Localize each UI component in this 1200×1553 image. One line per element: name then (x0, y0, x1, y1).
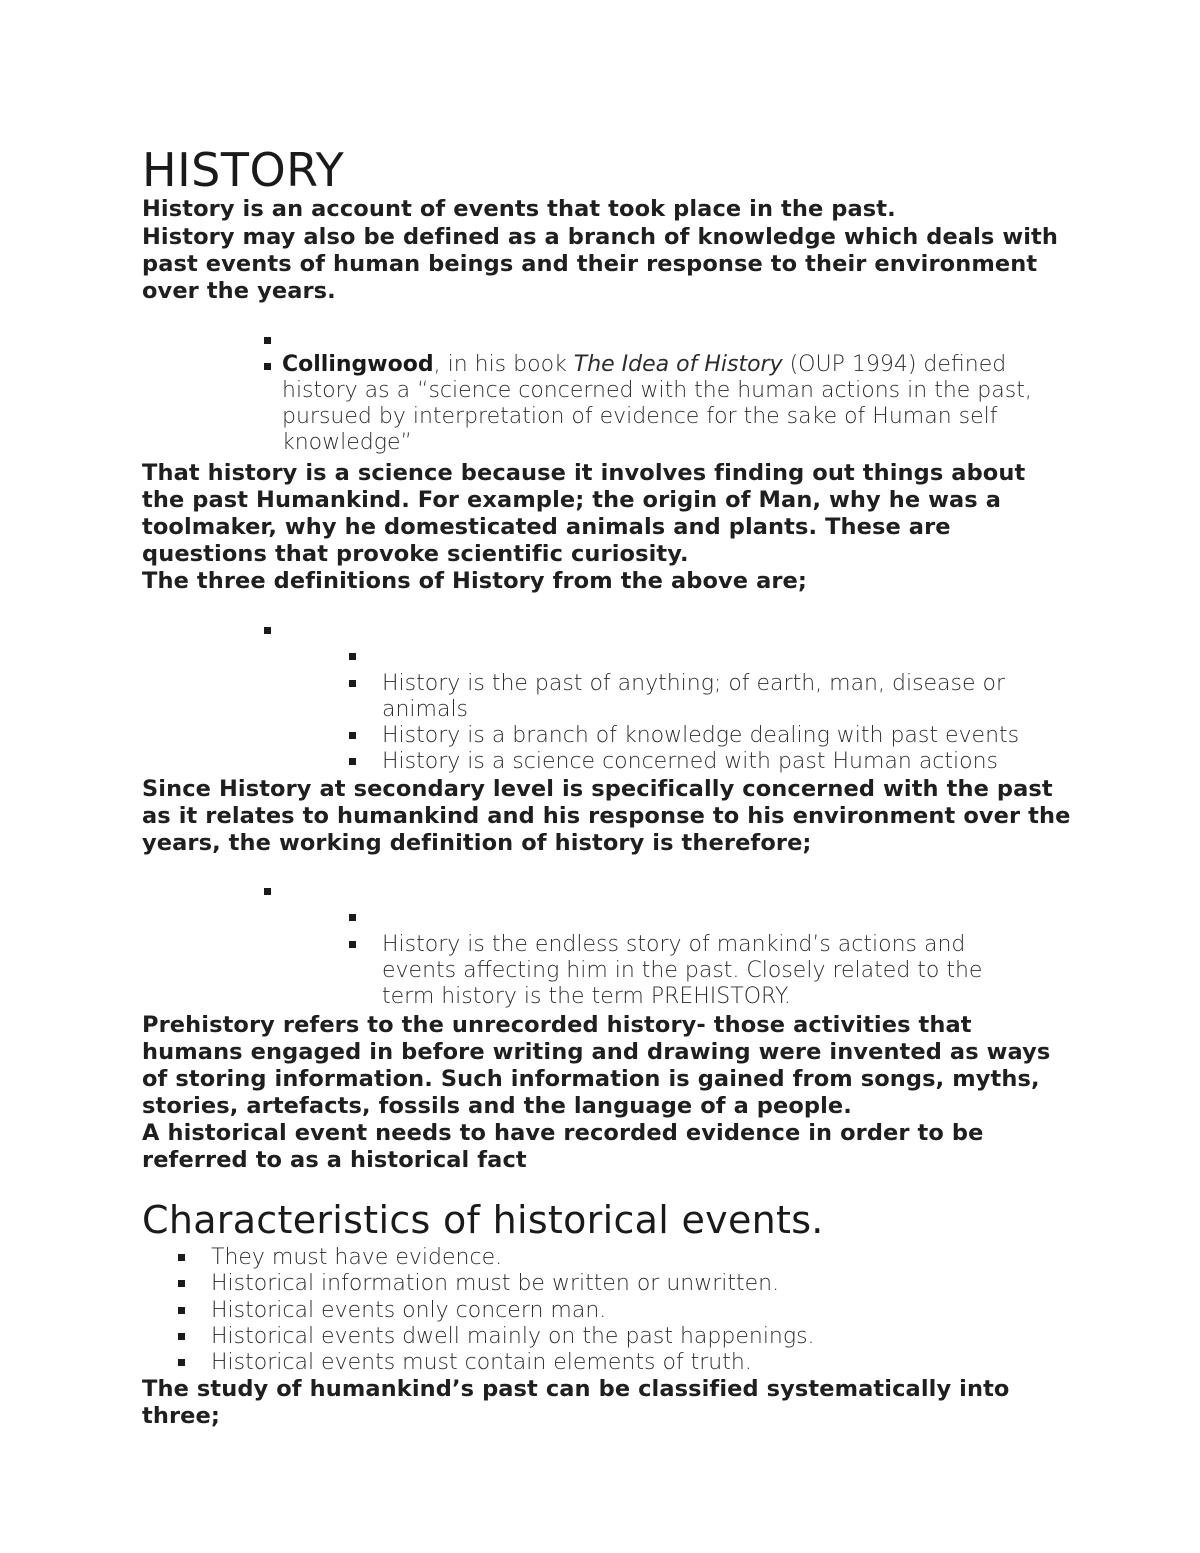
bullet-marker (349, 680, 356, 687)
collingwood-definition (282, 352, 1057, 456)
bullet-marker (178, 1280, 185, 1287)
bullet-marker (178, 1307, 185, 1314)
closing-paragraph: The study of humankind’s past can be classified systematically into three; (142, 1376, 1010, 1429)
bullet-marker (349, 732, 356, 739)
characteristic-item: They must have evidence. (211, 1245, 503, 1270)
characteristic-item: Historical events must contain elements of truth. (211, 1350, 752, 1375)
collingwood-name: Collingwood (282, 352, 434, 377)
characteristic-item: Historical information must be written or unwritten. (211, 1271, 780, 1296)
book-title: The Idea of History (573, 352, 783, 377)
three-definitions-intro: The three definitions of History from the above are; (142, 568, 808, 594)
characteristics-heading: Characteristics of historical events. (142, 1198, 824, 1242)
working-definition: History is the endless story of mankind’s actions and events affecting him in the past. Closely related to the term history is the term PREHISTORY. (382, 932, 983, 1009)
bullet-marker (349, 941, 356, 948)
bullet-marker (264, 363, 271, 370)
prehistory-paragraph: Prehistory refers to the unrecorded history- those activities that humans engaged in before writing and drawing were invented as ways of storing information. Such information is gained from songs, myths, stories, artefacts, fossils and the language of a people. (142, 1012, 1051, 1119)
collingwood-pre-book: , in his book (433, 352, 574, 377)
bullet-marker (178, 1254, 185, 1261)
definition-item: History is the past of anything; of earth, man, disease or animals (382, 671, 1006, 722)
definition-item: History is a science concerned with past Human actions (382, 749, 999, 774)
historical-fact-paragraph: A historical event needs to have recorded evidence in order to be referred to as a historical fact (142, 1120, 984, 1173)
empty-bullet (264, 888, 271, 895)
characteristic-item: Historical events dwell mainly on the past happenings. (211, 1324, 815, 1349)
empty-bullet (264, 337, 271, 344)
bullet-marker (178, 1333, 185, 1340)
empty-bullet (349, 914, 356, 921)
bullet-marker (349, 758, 356, 765)
secondary-level-paragraph: Since History at secondary level is specifically concerned with the past as it relates to humankind and his response to his environment over the years, the working definition of history is therefore; (142, 776, 1071, 856)
science-paragraph: That history is a science because it involves finding out things about the past Humankind. For example; the origin of Man, why he was a toolmaker, why he domesticated animals and plants. These are questions that provoke scientific curiosity. (142, 460, 1026, 567)
bullet-marker (178, 1359, 185, 1366)
empty-bullet (264, 627, 271, 634)
empty-bullet (349, 653, 356, 660)
collingwood-quote: (OUP 1994) defined history as a “science concerned with the human actions in the past, pursued by interpretation of evidence for the sake of Human self knowledge” (282, 352, 1032, 455)
intro-line-2: History may also be defined as a branch of knowledge which deals with past events of human beings and their response to their environment over the years. (142, 224, 1059, 304)
page-title: HISTORY (142, 143, 345, 197)
characteristic-item: Historical events only concern man. (211, 1298, 607, 1323)
intro-line-1: History is an account of events that took place in the past. (142, 196, 896, 222)
definition-item: History is a branch of knowledge dealing with past events (382, 723, 1020, 748)
